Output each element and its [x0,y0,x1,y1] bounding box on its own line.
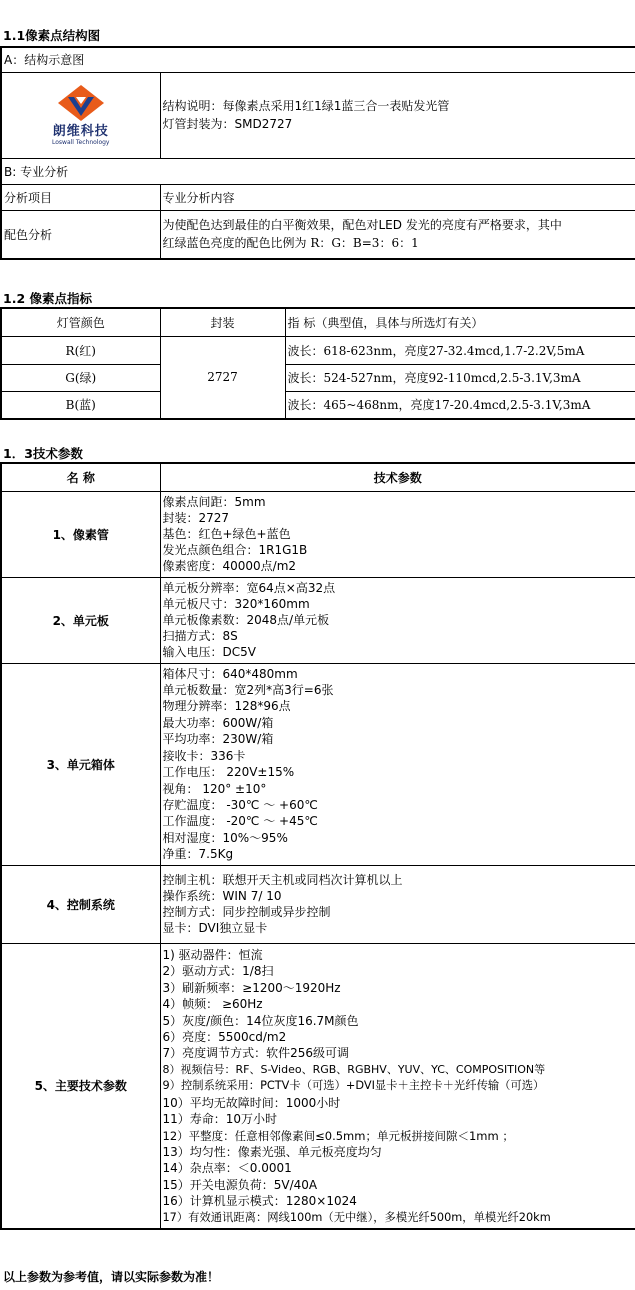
package-value: 2727 [160,336,285,419]
param-line: 物理分辨率：128*96点 [162,699,291,714]
structure-description [160,72,635,158]
logo-name: 朗维科技 [52,123,109,139]
param-line: 单元板像素数：2048点/单元板 [162,612,330,627]
param-line: 16）计算机显示模式：1280×1024 [162,1194,357,1209]
tech-params-table [0,462,635,1230]
structure-desc-line-1: 结构说明：每像素点采用1红1绿1蓝三合一表贴发光管 [162,99,450,113]
group-name-control-system: 4、控制系统 [1,865,160,943]
group-lines-cabinet [160,663,635,865]
param-line: 14）杂点率：＜0.0001 [162,1161,292,1176]
param-line: 像素密度：40000点/m2 [162,558,297,573]
param-line: 15）开关电源负荷：5V/40A [162,1177,318,1192]
param-line: 13）均匀性：像素光强、单元板亮度均匀 [162,1145,382,1159]
param-line: 输入电压：DC5V [162,644,256,659]
group-lines-unit-board [160,577,635,663]
param-line: 最大功率：600W/箱 [162,715,274,730]
param-line: 存贮温度： -30℃ ～ +60℃ [162,798,318,812]
professional-analysis-label: B: 专业分析 [1,158,635,184]
param-line: 封装：2727 [162,510,230,525]
param-line: 7）亮度调节方式：软件256级可调 [162,1046,350,1061]
group-name-pixel-tube: 1、像素管 [1,491,160,577]
param-line: 像素点间距：5mm [162,494,266,509]
param-line: 11）寿命：10万小时 [162,1112,278,1127]
param-line: 显卡：DVI独立显卡 [162,920,268,935]
indicator-header: 指 标（典型值，具体与所选灯有关） [285,308,635,336]
param-line: 工作温度： -20℃ ～ +45℃ [162,814,318,829]
param-line: 8）视频信号：RF、S-Video、RGB、RGBHV、YUV、YC、COMPOSITION等 [162,1062,546,1076]
param-line: 3）刷新频率：≥1200～1920Hz [162,980,341,995]
param-line: 平均功率：230W/箱 [162,732,274,747]
color-matching-line-2: 红绿蓝色亮度的配色比例为 R：G：B=3：6：1 [162,236,419,251]
param-line: 接收卡：336卡 [162,748,246,763]
param-line: 9）控制系统采用：PCTV卡（可选）+DVI显卡＋主控卡＋光纤传输（可选） [162,1079,545,1093]
param-line: 4）帧频： ≥60Hz [162,997,263,1012]
group-name-main-specs: 5、主要技术参数 [1,943,160,1229]
spec-green: 波长：524-527nm，亮度92-110mcd,2.5-3.1V,3mA [285,364,635,391]
package-header: 封装 [160,308,285,336]
pixel-structure-table [0,46,635,260]
logo-subtitle: Loswall Technology [52,138,110,146]
param-line: 扫描方式：8S [162,628,238,643]
param-line: 基色：红色+绿色+蓝色 [162,526,291,541]
spec-red: 波长：618-623nm，亮度27-32.4mcd,1.7-2.2V,5mA [285,336,635,364]
param-line: 2）驱动方式：1/8扫 [162,964,274,979]
param-line: 发光点颜色组合：1R1G1B [162,542,308,557]
param-line: 10）平均无故障时间：1000小时 [162,1095,341,1110]
analysis-item-header: 分析项目 [1,184,160,210]
spec-blue: 波长：465~468nm，亮度17-20.4mcd,2.5-3.1V,3mA [285,391,635,419]
param-line: 控制方式：同步控制或异步控制 [162,904,331,919]
color-green: G(绿) [1,364,160,391]
param-line: 操作系统：WIN 7/ 10 [162,888,282,903]
color-blue: B(蓝) [1,391,160,419]
param-line: 单元板尺寸：320*160mm [162,596,310,611]
disclaimer-note: 以上参数为参考值，请以实际参数为准！ [3,1270,220,1284]
color-red: R(红) [1,336,160,364]
param-line: 箱体尺寸：640*480mm [162,666,298,681]
param-line: 净重：7.5Kg [162,847,234,862]
group-lines-control-system [160,865,635,943]
param-line: 单元板分辨率：宽64点×高32点 [162,580,336,595]
structure-desc-line-2: 灯管封装为：SMD2727 [162,117,293,131]
param-line: 单元板数量：宽2列*高3行=6张 [162,682,334,697]
param-line: 6）亮度：5500cd/m2 [162,1029,287,1044]
color-matching-line-1: 为使配色达到最佳的白平衡效果，配色对LED 发光的亮度有严格要求，其中 [162,218,562,233]
company-logo-icon [57,84,105,122]
param-line: 相对湿度：10%～95% [162,830,288,845]
section-title-tech-params: 1．3技术参数 [3,446,83,461]
param-line: 12）平整度：任意相邻像素间≤0.5mm；单元板拼接间隙＜1mm ； [162,1128,514,1143]
section-title-pixel-structure: 1.1像素点结构图 [3,28,101,43]
pixel-indicator-table [0,307,635,420]
param-line: 5）灰度/颜色：14位灰度16.7M颜色 [162,1013,359,1028]
group-name-cabinet: 3、单元箱体 [1,663,160,865]
params-header: 技术参数 [160,463,635,491]
param-line: 工作电压： 220V±15% [162,765,295,780]
color-matching-text [160,210,635,259]
group-lines-pixel-tube [160,491,635,577]
param-line: 控制主机：联想开天主机或同档次计算机以上 [162,872,403,887]
name-header: 名 称 [1,463,160,491]
color-matching-label: 配色分析 [1,210,160,259]
structure-diagram-label: A：结构示意图 [1,47,635,72]
logo-cell [1,72,160,158]
lamp-color-header: 灯管颜色 [1,308,160,336]
analysis-content-header: 专业分析内容 [160,184,635,210]
param-line: 1) 驱动器件：恒流 [162,947,263,962]
section-title-pixel-indicators: 1.2 像素点指标 [3,291,92,306]
param-line: 视角： 120° ±10° [162,781,267,796]
param-line: 17）有效通讯距离：网线100m（无中继），多模光纤500m，单模光纤20km [162,1210,551,1224]
group-lines-main-specs [160,943,635,1229]
group-name-unit-board: 2、单元板 [1,577,160,663]
